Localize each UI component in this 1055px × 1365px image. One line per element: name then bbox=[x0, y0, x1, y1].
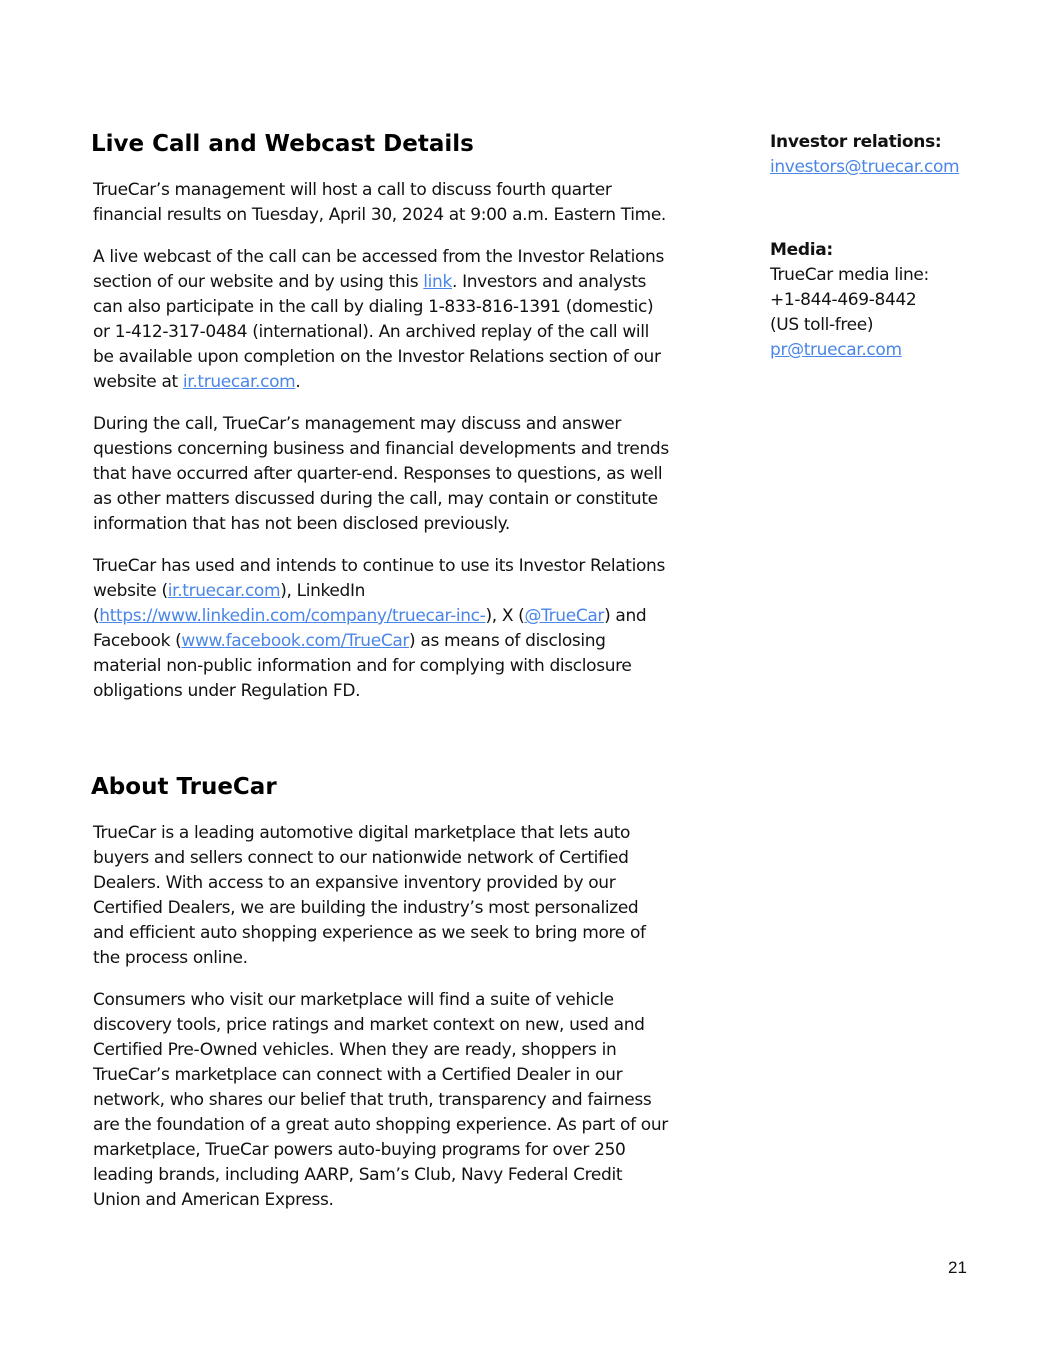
about-section bbox=[93, 773, 671, 1230]
media-phone-note: (US toll-free) bbox=[770, 315, 874, 335]
investor-email-link[interactable]: investors@truecar.com bbox=[770, 157, 960, 177]
about-paragraph-1: TrueCar is a leading automotive digital marketplace that lets auto buyers and sellers connect to our nationwide network of Certified Dealers. With access to an expansive inventory provided by our Certified Dealers, we are building the industry’s most personalized and efficient auto shopping experience as we seek to bring more of the process online. bbox=[93, 823, 646, 968]
media-line-label: TrueCar media line: bbox=[770, 265, 929, 285]
live-call-paragraph-3: During the call, TrueCar’s management may discuss and answer questions concerning business and financial developments and trends that have occurred after quarter-end. Responses to questions, as well as other matters discussed during the call, may contain or constitute information that has not been disclosed previously. bbox=[93, 414, 669, 534]
media-contact-block bbox=[770, 238, 1030, 363]
investor-relations-label: Investor relations: bbox=[770, 132, 942, 152]
ir-website-link-2[interactable]: ir.truecar.com bbox=[167, 581, 281, 601]
about-paragraph-2: Consumers who visit our marketplace will find a suite of vehicle discovery tools, price ratings and market context on new, used and Certified Pre-Owned vehicles. When they are ready, shoppers in TrueCar’s marketplace can connect with a Certified Dealer in our network, who shares our belief that truth, transparency and fairness are the foundation of a great auto shopping experience. As part of our marketplace, TrueCar powers auto-buying programs for over 250 leading brands, including AARP, Sam’s Club, Navy Federal Credit Union and American Express. bbox=[93, 990, 668, 1210]
linkedin-link[interactable]: https://www.linkedin.com/company/truecar-inc- bbox=[99, 606, 486, 626]
live-call-heading: Live Call and Webcast Details bbox=[91, 131, 474, 157]
live-call-section bbox=[93, 130, 671, 721]
page-number: 21 bbox=[948, 1258, 967, 1277]
x-twitter-link[interactable]: @TrueCar bbox=[524, 606, 605, 626]
facebook-link[interactable]: www.facebook.com/TrueCar bbox=[181, 631, 410, 651]
about-heading: About TrueCar bbox=[91, 774, 277, 800]
live-call-paragraph-2: A live webcast of the call can be accessed from the Investor Relations section of our website and by using this link. Investors and analysts can also participate in the call by dialing 1-833-816-1391 (domestic) or 1-412-317-0484 (international). An archived replay of the call will be available upon completion on the Investor Relations section of our website at ir.truecar.com. bbox=[93, 247, 664, 392]
live-call-paragraph-4: TrueCar has used and intends to continue to use its Investor Relations website (ir.truecar.com), LinkedIn (https://www.linkedin.com/company/truecar-inc-), X (@TrueCar) and Facebook (www.facebook.com/TrueCar) as means of disclosing material non-public information and for complying with disclosure obligations under Regulation FD. bbox=[93, 556, 665, 701]
media-email-link[interactable]: pr@truecar.com bbox=[770, 340, 902, 360]
media-phone: +1-844-469-8442 bbox=[770, 290, 917, 310]
media-label: Media: bbox=[770, 240, 833, 260]
contact-sidebar bbox=[770, 130, 1030, 363]
webcast-link[interactable]: link bbox=[423, 272, 452, 292]
live-call-paragraph-1: TrueCar’s management will host a call to discuss fourth quarter financial results on Tuesday, April 30, 2024 at 9:00 a.m. Eastern Time. bbox=[93, 180, 666, 225]
ir-website-link[interactable]: ir.truecar.com bbox=[182, 372, 296, 392]
